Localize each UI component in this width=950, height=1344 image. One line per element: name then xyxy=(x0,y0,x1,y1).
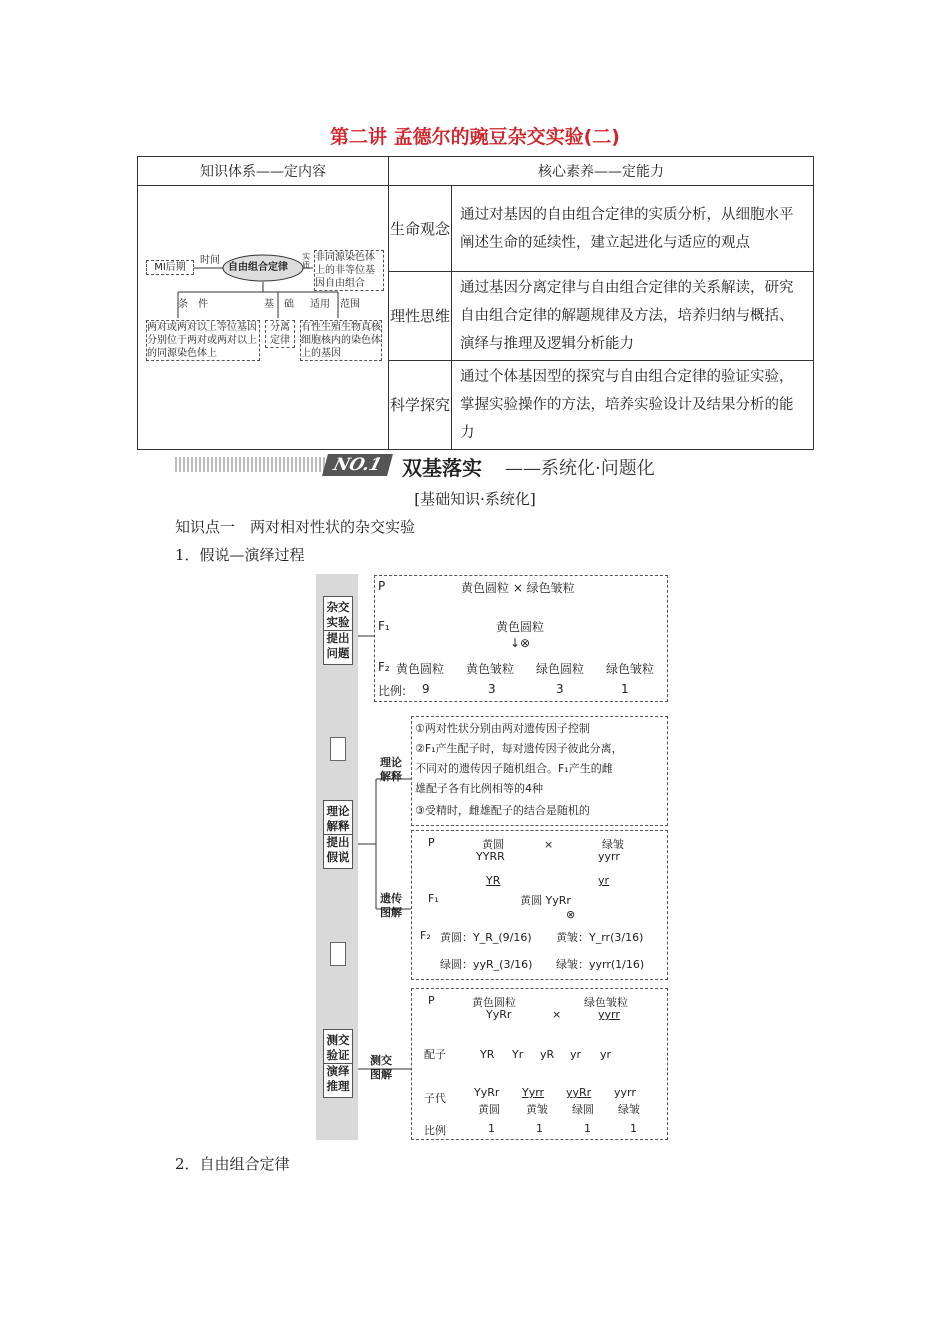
link-condition: 条 件 xyxy=(178,299,208,310)
offspring-phenotype: 绿圆 xyxy=(572,1103,594,1116)
page-title: 第二讲 孟德尔的豌豆杂交实验(二) xyxy=(330,126,620,148)
offspring-genotype: Yyrr xyxy=(522,1086,545,1099)
parent-genotype: YYRR xyxy=(476,850,505,863)
row-name: 科学探究 xyxy=(389,361,452,450)
generation-label: P xyxy=(428,836,435,849)
generation-label: P xyxy=(378,579,386,593)
theory-line: ①两对性状分别由两对遗传因子控制 xyxy=(415,722,590,735)
f2-phenotype: 绿色皱粒 xyxy=(606,662,655,676)
row-text: 通过对基因的自由组合定律的实质分析，从细胞水平阐述生命的延续性，建立起进化与适应的观点 xyxy=(452,186,814,272)
link-essence: 实质 xyxy=(302,252,310,270)
row-label: 配子 xyxy=(424,1048,446,1061)
link-scope: 适用 范围 xyxy=(310,299,360,310)
ratio-value: 9 xyxy=(422,682,430,696)
gamete: yr xyxy=(600,1048,612,1061)
cross-symbol: × xyxy=(552,1008,562,1021)
row-text: 通过个体基因型的探究与自由组合定律的验证实验，掌握实验操作的方法，培养实验设计及结果分析的能力 xyxy=(452,361,814,450)
banner-stripe xyxy=(175,457,325,472)
ratio-label: 比例: xyxy=(378,684,407,698)
ratio-value: 3 xyxy=(556,682,564,696)
f2-class: 绿皱：yyrr(1/16) xyxy=(556,958,645,971)
knowledge-point: 知识点一 两对相对性状的杂交实验 xyxy=(175,518,416,536)
parent-phenotype: 黄色圆粒 xyxy=(472,996,516,1009)
parent-genotype: YyRr xyxy=(486,1008,512,1021)
cross-symbol: × xyxy=(544,838,554,851)
offspring-genotype: yyrr xyxy=(614,1086,636,1099)
step-text: 杂交实验 xyxy=(326,600,350,629)
branch-label: 测交图解 xyxy=(370,1054,392,1081)
offspring-phenotype: 绿皱 xyxy=(618,1103,640,1116)
theory-line: 不同对的遗传因子随机组合。F₁产生的雌 xyxy=(415,762,613,775)
ratio-label: 比例 xyxy=(424,1124,446,1137)
row-label: 子代 xyxy=(424,1092,446,1105)
concept-map-lines xyxy=(138,190,388,445)
step-text: 提出问题 xyxy=(324,630,352,661)
parent-genotype: yyrr xyxy=(598,1008,620,1021)
summary-table xyxy=(137,156,814,450)
concept-center: 自由组合定律 xyxy=(228,262,288,273)
gamete: yr xyxy=(598,874,610,887)
ratio-value: 1 xyxy=(621,682,629,696)
step-text: 提出假说 xyxy=(324,834,352,865)
hypothesis-deduction-figure xyxy=(316,574,668,1142)
theory-line: 雄配子各有比例相等的4种 xyxy=(415,782,543,795)
box-condition: 两对或两对以上等位基因分别位于两对或两对以上的同源染色体上 xyxy=(146,320,260,361)
generation-label: F₁ xyxy=(428,892,439,905)
parent-phenotype: 黄圆 xyxy=(482,838,504,851)
ratio-value: 1 xyxy=(630,1122,637,1135)
section-bracket: [基础知识·系统化] xyxy=(414,490,536,508)
selfing-icon: ⊗ xyxy=(566,908,576,921)
f2-phenotype: 黄色皱粒 xyxy=(466,662,515,676)
box-basis: 分离定律 xyxy=(265,320,295,348)
ratio-value: 1 xyxy=(584,1122,591,1135)
gamete: yr xyxy=(570,1048,582,1061)
parent-cross: 黄色圆粒 × 绿色皱粒 xyxy=(461,581,575,595)
branch-label: 遗传图解 xyxy=(380,892,402,919)
item-heading: 1．假说—演绎过程 xyxy=(175,546,305,564)
row-name: 生命观念 xyxy=(389,186,452,272)
selfing-icon: ↓⊗ xyxy=(510,636,531,650)
link-basis: 基 础 xyxy=(264,299,294,310)
ratio-value: 1 xyxy=(488,1122,495,1135)
left-header: 知识体系——定内容 xyxy=(138,157,389,186)
section-subtitle: ——系统化·问题化 xyxy=(505,458,655,479)
test-cross-box xyxy=(411,988,668,1140)
branch-label: 理论解释 xyxy=(380,756,402,783)
row-name: 理性思维 xyxy=(389,272,452,361)
offspring-phenotype: 黄圆 xyxy=(478,1103,500,1116)
item-heading: 2．自由组合定律 xyxy=(175,1155,290,1173)
f2-phenotype: 黄色圆粒 xyxy=(396,662,445,676)
parent-phenotype: 绿皱 xyxy=(602,838,624,851)
right-header: 核心素养——定能力 xyxy=(389,157,814,186)
parent-genotype: yyrr xyxy=(598,850,620,863)
generation-label: F₁ xyxy=(378,619,390,633)
f2-class: 黄圆：Y_R_(9/16) xyxy=(440,931,532,944)
f2-class: 黄皱：Y_rr(3/16) xyxy=(556,931,644,944)
offspring-phenotype: 黄皱 xyxy=(526,1103,548,1116)
box-essence: 非同源染色体上的非等位基因自由组合 xyxy=(314,250,384,291)
offspring-genotype: yyRr xyxy=(566,1086,592,1099)
ratio-value: 1 xyxy=(536,1122,543,1135)
section-badge: NO.1 xyxy=(322,454,393,476)
generation-label: F₂ xyxy=(378,660,390,674)
offspring-genotype: YyRr xyxy=(474,1086,500,1099)
concept-map xyxy=(138,186,389,450)
generation-label: F₂ xyxy=(420,929,431,942)
section-title: 双基落实 xyxy=(402,456,482,480)
f1-phenotype: 黄圆 YyRr xyxy=(520,894,571,907)
gamete: YR xyxy=(486,874,501,887)
link-time: 时间 xyxy=(200,255,220,266)
step-text: 演绎推理 xyxy=(324,1063,352,1094)
parent-phenotype: 绿色皱粒 xyxy=(584,996,628,1009)
gamete: Yr xyxy=(512,1048,524,1061)
gamete: YR xyxy=(480,1048,495,1061)
f1-phenotype: 黄色圆粒 xyxy=(496,620,545,634)
f2-class: 绿圆：yyR_(3/16) xyxy=(440,958,533,971)
theory-line: ③受精时，雌雄配子的结合是随机的 xyxy=(415,804,590,817)
box-scope: 有性生殖生物真核细胞核内的染色体上的基因 xyxy=(301,322,381,359)
theory-line: ②F₁产生配子时，每对遗传因子彼此分离， xyxy=(415,742,623,755)
box-phase: MⅠ后期 xyxy=(146,260,194,275)
ratio-value: 3 xyxy=(488,682,496,696)
f2-phenotype: 绿色圆粒 xyxy=(536,662,585,676)
gamete: yR xyxy=(540,1048,555,1061)
step-text: 测交验证 xyxy=(326,1033,350,1062)
step-text: 理论解释 xyxy=(326,804,350,833)
section-banner xyxy=(175,454,690,480)
generation-label: P xyxy=(428,994,435,1007)
row-text: 通过基因分离定律与自由组合定律的关系解读，研究自由组合定律的解题规律及方法，培养归纳与概括、演绎与推理及逻辑分析能力 xyxy=(452,272,814,361)
